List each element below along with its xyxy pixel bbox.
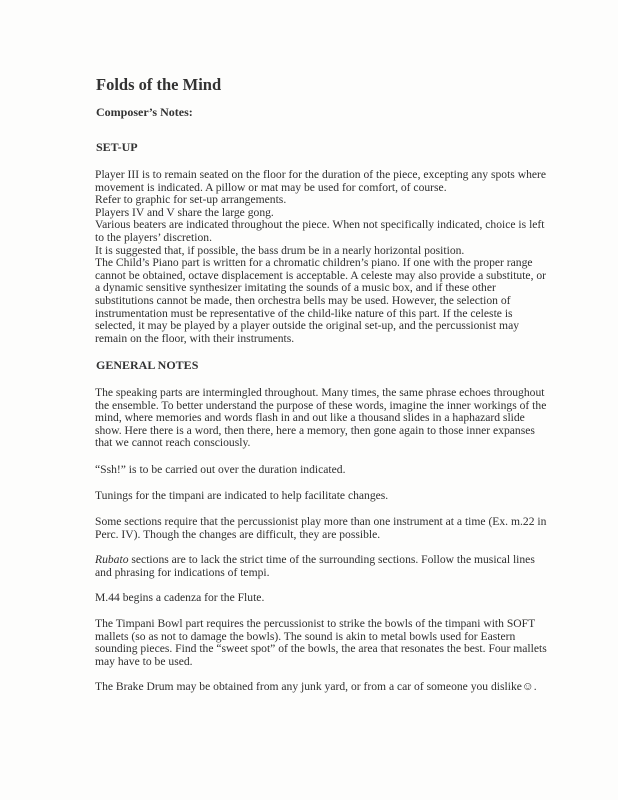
text-line: movement is indicated. A pillow or mat may be used for comfort, of course. [95,180,447,194]
brake-drum-paragraph [95,681,565,694]
timpani-tunings-paragraph [95,490,565,503]
rubato-term: Rubato [95,553,129,566]
speaking-parts-paragraph [95,387,565,450]
text-line: substitutions cannot be made, then orchestra bells may be used. However, the selection of [95,293,511,307]
text-line: Tunings for the timpani are indicated to help facilitate changes. [95,489,389,502]
text-line: The Brake Drum may be obtained from any junk yard, or from a car of someone you dislike☺. [95,680,537,693]
timpani-bowl-paragraph [95,618,565,668]
text-line: Perc. IV). Though the changes are difficult, they are possible. [95,527,381,541]
text-line: sections are to lack the strict time of the surrounding sections. Follow the musical lines [128,553,535,566]
text-line: “Ssh!” is to be carried out over the duration indicated. [95,463,346,476]
text-line: show. Here there is a word, then there, here a memory, then gone again to those inner expanses [95,423,535,437]
text-line: that we cannot reach consciously. [95,436,251,450]
rubato-paragraph [95,554,565,579]
text-line: The speaking parts are intermingled throughout. Many times, the same phrase echoes throughout [95,386,545,399]
text-line: The Child’s Piano part is written for a chromatic children’s piano. If one with the proper range [95,256,533,270]
setup-heading: SET-UP [96,140,138,154]
text-line: the ensemble. To better understand the purpose of these words, imagine the inner workings of the [95,398,547,412]
text-line: cannot be obtained, octave displacement is acceptable. A celeste may also provide a substitute, or [95,268,547,282]
text-line: sounding pieces. Find the “sweet spot” of the bowls, the area that resonates the best. Four mallets [95,642,547,656]
text-line: Various beaters are indicated throughout the piece. When not specifically indicated, choice is left [95,218,545,232]
composers-notes-heading: Composer’s Notes: [96,105,193,119]
document-title: Folds of the Mind [96,75,222,94]
text-line: may have to be used. [95,654,193,668]
text-line: Player III is to remain seated on the floor for the duration of the piece, excepting any spots where [95,168,547,181]
general-notes-heading: GENERAL NOTES [96,358,199,372]
text-line: Some sections require that the percussionist play more than one instrument at a time (Ex. m.22 in [95,515,547,528]
ssh-paragraph [95,464,565,477]
multiple-instruments-paragraph [95,516,565,541]
text-line: instrumentation must be representative of the child-like nature of this part. If the celeste is [95,306,513,320]
text-line: Refer to graphic for set-up arrangements. [95,193,287,207]
text-line: to the players’ discretion. [95,230,212,244]
text-line: It is suggested that, if possible, the bass drum be in a nearly horizontal position. [95,243,465,257]
text-line: selected, it may be played by a player outside the original set-up, and the percussionist may [95,319,520,333]
text-line: mind, where memories and words flash in and out like a thousand slides in a haphazard slide [95,411,525,425]
setup-paragraph [95,169,565,345]
text-line: and phrasing for indications of tempi. [95,565,270,579]
text-line: mallets (so as not to damage the bowls). The sound is akin to metal bowls used for Eastern [95,629,516,643]
text-line: M.44 begins a cadenza for the Flute. [95,591,265,604]
text-line: a dynamic sensitive synthesizer imitating the sounds of a music box, and if these other [95,281,496,295]
text-line: remain on the floor, with their instruments. [95,331,295,345]
cadenza-paragraph [95,592,565,605]
text-line: Players IV and V share the large gong. [95,205,274,219]
text-line: The Timpani Bowl part requires the percussionist to strike the bowls of the timpani with SOFT [95,617,536,630]
